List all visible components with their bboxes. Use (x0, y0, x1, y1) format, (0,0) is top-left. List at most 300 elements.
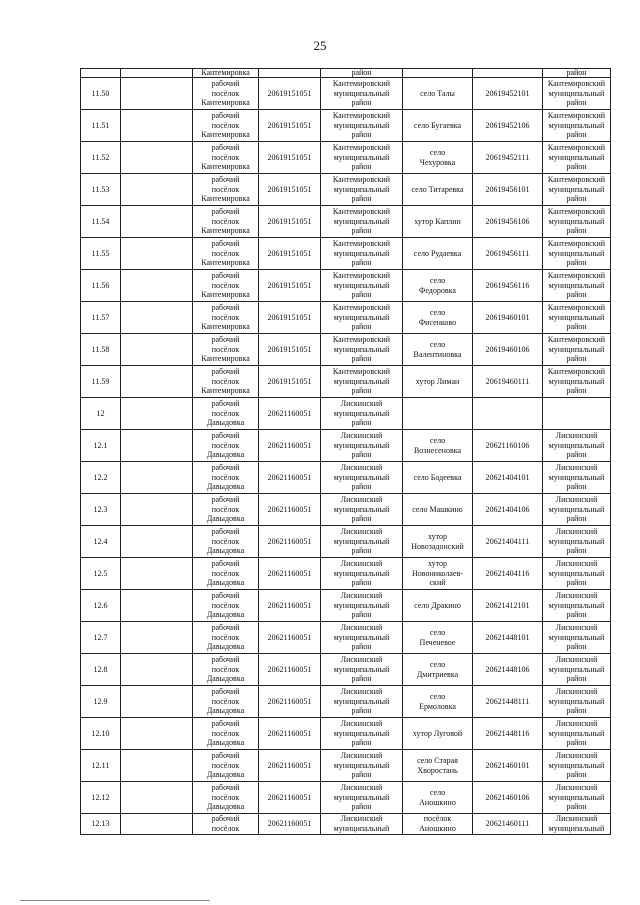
cell-municipality-line: Кантемировский (332, 175, 391, 185)
cell-place (403, 110, 473, 142)
cell-blank (121, 69, 193, 78)
cell-district (543, 782, 611, 814)
cell-municipality-line: Кантемировский (332, 239, 391, 249)
cell-settlement-line: посёлок (211, 824, 240, 833)
cell-settlement (193, 430, 259, 462)
cell-district-line: муниципальный (548, 664, 605, 674)
cell-district (543, 462, 611, 494)
cell-settlement-line: рабочий (211, 175, 240, 185)
cell-district (543, 174, 611, 206)
cell-district-line: муниципальный (548, 728, 605, 738)
cell-blank (121, 654, 193, 686)
cell-district (543, 686, 611, 718)
cell-number: 12.11 (81, 750, 121, 782)
cell-municipality-line: муниципальный (333, 504, 390, 514)
cell-district-line: Лискинский (555, 495, 598, 505)
cell-district-line: муниципальный (548, 536, 605, 546)
cell-municipality-line: Кантемировский (332, 303, 391, 313)
cell-settlement-line: рабочий (211, 399, 240, 409)
cell-municipality-line: Кантемировский (332, 111, 391, 121)
cell-settlement-line: рабочий (211, 303, 240, 313)
cell-settlement (193, 270, 259, 302)
table-row (81, 494, 611, 526)
cell-place (403, 814, 473, 835)
cell-place-line: хутор (427, 531, 448, 541)
table-row (81, 302, 611, 334)
cell-district-line: район (566, 738, 587, 748)
cell-municipality (321, 430, 403, 462)
cell-district-line: муниципальный (548, 472, 605, 482)
cell-blank (121, 78, 193, 110)
cell-district: район (543, 69, 611, 78)
cell-municipality-line: муниципальный (333, 280, 390, 290)
cell-settlement-line: посёлок (211, 152, 240, 162)
cell-settlement-line: посёлок (211, 568, 240, 578)
cell-district-line: Лискинский (555, 591, 598, 601)
cell-blank (121, 366, 193, 398)
cell-code: 20619151051 (259, 334, 321, 366)
cell-place-line: село Машкино (412, 504, 463, 514)
cell-place (403, 142, 473, 174)
table-row (81, 462, 611, 494)
cell-blank (121, 462, 193, 494)
cell-settlement-line: рабочий (211, 207, 240, 217)
cell-district (543, 302, 611, 334)
footer-rule (20, 900, 210, 901)
cell-place-line: село (429, 627, 446, 637)
cell-district-line: Лискинский (555, 719, 598, 729)
cell-municipality-line: район (351, 418, 372, 428)
cell-municipality (321, 110, 403, 142)
cell-place-line: Аношкино (419, 797, 456, 807)
cell-district-line: муниципальный (548, 344, 605, 354)
cell-municipality (321, 654, 403, 686)
cell-number: 12.13 (81, 814, 121, 835)
cell-place-code: 20619456101 (473, 174, 543, 206)
cell-municipality-line: район (351, 610, 372, 620)
cell-district-line: район (566, 770, 587, 780)
cell-settlement (193, 622, 259, 654)
cell-municipality-line: район (351, 482, 372, 492)
cell-settlement-line: посёлок (211, 728, 240, 738)
cell-blank (121, 430, 193, 462)
cell-code: 20619151051 (259, 366, 321, 398)
cell-municipality-line: Лискинский (340, 463, 383, 473)
cell-blank (121, 750, 193, 782)
cell-settlement (193, 654, 259, 686)
cell-municipality (321, 270, 403, 302)
cell-number: 12.10 (81, 718, 121, 750)
cell-settlement (193, 398, 259, 430)
cell-municipality (321, 782, 403, 814)
cell-place-line: село Старая (417, 755, 458, 765)
cell-municipality: район (321, 69, 403, 78)
cell-number: 12.3 (81, 494, 121, 526)
cell-settlement-line: рабочий (211, 335, 240, 345)
cell-settlement-line: рабочий (211, 687, 240, 697)
table-row (81, 430, 611, 462)
cell-settlement (193, 782, 259, 814)
cell-district-line: район (566, 98, 587, 108)
cell-settlement-line: посёлок (211, 280, 240, 290)
cell-place-code (473, 398, 543, 430)
cell-place-code: 20619456116 (473, 270, 543, 302)
cell-municipality (321, 142, 403, 174)
cell-municipality-line: район (351, 546, 372, 556)
cell-place-line: село Рудаевка (413, 248, 462, 258)
cell-place-line: Валентиновка (413, 349, 462, 359)
cell-number (81, 69, 121, 78)
cell-place-code: 20621160106 (473, 430, 543, 462)
table-row (81, 78, 611, 110)
cell-district-line: Кантемировский (547, 367, 606, 377)
cell-place-code: 20621448101 (473, 622, 543, 654)
cell-code: 20619151051 (259, 110, 321, 142)
cell-municipality-line: муниципальный (333, 376, 390, 386)
cell-place-line: Дмитриевка (416, 669, 459, 679)
cell-settlement (193, 526, 259, 558)
cell-municipality-line: Лискинский (340, 623, 383, 633)
cell-municipality (321, 558, 403, 590)
cell-settlement (193, 78, 259, 110)
cell-municipality-line: район (351, 290, 372, 300)
cell-code: 20621160051 (259, 718, 321, 750)
cell-settlement-line: посёлок (211, 216, 240, 226)
cell-settlement-line: рабочий (211, 271, 240, 281)
cell-settlement-line: посёлок (211, 696, 240, 706)
cell-district (543, 430, 611, 462)
cell-place (403, 270, 473, 302)
cell-settlement-line: посёлок (211, 408, 240, 418)
cell-district-line: Кантемировский (547, 175, 606, 185)
cell-blank (121, 270, 193, 302)
cell-number: 12.7 (81, 622, 121, 654)
cell-blank (121, 494, 193, 526)
cell-number: 11.58 (81, 334, 121, 366)
cell-place (403, 558, 473, 590)
cell-municipality-line: район (351, 706, 372, 716)
cell-district-line: муниципальный (548, 600, 605, 610)
cell-place-line: село (429, 787, 446, 797)
cell-code: 20621160051 (259, 782, 321, 814)
cell-settlement-line: Давыдовка (206, 706, 245, 716)
cell-district (543, 622, 611, 654)
settlements-table (80, 68, 611, 835)
cell-code: 20621160051 (259, 398, 321, 430)
cell-municipality-line: район (351, 226, 372, 236)
cell-code: 20619151051 (259, 238, 321, 270)
cell-municipality-line: муниципальный (333, 632, 390, 642)
table-body (81, 69, 611, 835)
cell-municipality (321, 174, 403, 206)
cell-municipality-line: муниципальный (333, 664, 390, 674)
cell-settlement-line: посёлок (211, 472, 240, 482)
cell-municipality-line: район (351, 322, 372, 332)
cell-district-line: район (566, 642, 587, 652)
cell-district-line: Лискинский (555, 783, 598, 793)
cell-place-line: село Бодеевка (413, 472, 462, 482)
cell-district (543, 398, 611, 430)
cell-district-line: Лискинский (555, 527, 598, 537)
cell-district-line: район (566, 674, 587, 684)
cell-code: 20621160051 (259, 686, 321, 718)
cell-settlement-line: рабочий (211, 783, 240, 793)
cell-district-line: Кантемировский (547, 303, 606, 313)
cell-settlement-line: рабочий (211, 495, 240, 505)
cell-municipality-line: район (351, 354, 372, 364)
cell-settlement-line: Давыдовка (206, 514, 245, 524)
cell-settlement-line: рабочий (211, 655, 240, 665)
cell-place-line: село Титаревка (411, 184, 464, 194)
cell-place-code: 20621448111 (473, 686, 543, 718)
cell-settlement-line: Давыдовка (206, 642, 245, 652)
cell-place-line: село Талы (420, 88, 455, 98)
cell-district (543, 238, 611, 270)
cell-code: 20619151051 (259, 174, 321, 206)
cell-municipality-line: Лискинский (340, 527, 383, 537)
cell-district-line: Лискинский (555, 814, 598, 824)
cell-place-code: 20619452111 (473, 142, 543, 174)
cell-number: 11.55 (81, 238, 121, 270)
cell-blank (121, 142, 193, 174)
cell-municipality-line: муниципальный (333, 216, 390, 226)
cell-district-line: Лискинский (555, 463, 598, 473)
cell-settlement-line: Кантемировка (201, 354, 250, 364)
cell-place-line: село (429, 275, 446, 285)
cell-district-line: район (566, 322, 587, 332)
cell-code: 20621160051 (259, 814, 321, 835)
cell-settlement-line: Кантемировка (201, 98, 250, 108)
cell-municipality-line: район (351, 802, 372, 812)
cell-place-line: Новониколаев- (412, 568, 463, 578)
cell-place (403, 750, 473, 782)
cell-code: 20621160051 (259, 526, 321, 558)
cell-municipality (321, 526, 403, 558)
cell-municipality-line: район (351, 130, 372, 140)
cell-blank (121, 334, 193, 366)
cell-district-line: Кантемировский (547, 239, 606, 249)
cell-settlement-line: посёлок (211, 440, 240, 450)
cell-place-line: село Бугаевка (413, 120, 462, 130)
cell-municipality (321, 622, 403, 654)
cell-blank (121, 814, 193, 835)
cell-code: 20621160051 (259, 494, 321, 526)
cell-settlement-line: Давыдовка (206, 674, 245, 684)
cell-settlement (193, 590, 259, 622)
cell-place (403, 718, 473, 750)
cell-district-line: район (566, 610, 587, 620)
cell-district (543, 142, 611, 174)
cell-settlement-line: рабочий (211, 79, 240, 89)
cell-number: 12.12 (81, 782, 121, 814)
table-row (81, 686, 611, 718)
cell-settlement-line: Кантемировка (201, 386, 250, 396)
cell-place-line: Фисенково (418, 317, 457, 327)
cell-settlement-line: посёлок (211, 376, 240, 386)
cell-district-line: район (566, 514, 587, 524)
cell-district-line: муниципальный (548, 792, 605, 802)
cell-district (543, 590, 611, 622)
cell-district-line: муниципальный (548, 152, 605, 162)
cell-municipality-line: Лискинский (340, 687, 383, 697)
cell-number: 12.8 (81, 654, 121, 686)
cell-code: 20619151051 (259, 270, 321, 302)
cell-municipality-line: Лискинский (340, 559, 383, 569)
cell-district-line: Кантемировский (547, 143, 606, 153)
cell-code: 20621160051 (259, 462, 321, 494)
table-row (81, 654, 611, 686)
cell-district-line: муниципальный (548, 824, 605, 833)
cell-settlement-line: посёлок (211, 632, 240, 642)
cell-place-code: 20619452106 (473, 110, 543, 142)
table-row (81, 398, 611, 430)
cell-settlement-line: рабочий (211, 591, 240, 601)
cell-municipality (321, 494, 403, 526)
cell-municipality (321, 302, 403, 334)
cell-settlement-line: рабочий (211, 559, 240, 569)
cell-district-line: муниципальный (548, 440, 605, 450)
cell-municipality-line: Лискинский (340, 783, 383, 793)
cell-settlement (193, 686, 259, 718)
cell-district (543, 814, 611, 835)
cell-municipality-line: район (351, 194, 372, 204)
cell-district-line: муниципальный (548, 120, 605, 130)
cell-code: 20619151051 (259, 302, 321, 334)
table-row (81, 526, 611, 558)
cell-place-line: село Дракино (414, 600, 461, 610)
cell-place (403, 494, 473, 526)
cell-place-line: село (429, 339, 446, 349)
cell-district-line: район (566, 450, 587, 460)
cell-settlement-line: посёлок (211, 792, 240, 802)
cell-district-line: Лискинский (555, 655, 598, 665)
cell-place-line: Федоровка (419, 285, 456, 295)
cell-municipality (321, 462, 403, 494)
cell-municipality (321, 718, 403, 750)
cell-place (403, 654, 473, 686)
cell-district-line: район (566, 386, 587, 396)
cell-code: 20619151051 (259, 142, 321, 174)
cell-settlement-line: посёлок (211, 664, 240, 674)
cell-settlement: Кантемировка (193, 69, 259, 78)
cell-settlement-line: посёлок (211, 600, 240, 610)
cell-code: 20619151051 (259, 206, 321, 238)
cell-settlement-line: Давыдовка (206, 738, 245, 748)
cell-district (543, 654, 611, 686)
cell-district-line: муниципальный (548, 696, 605, 706)
cell-settlement-line: рабочий (211, 367, 240, 377)
cell-settlement-line: Давыдовка (206, 450, 245, 460)
cell-municipality-line: Лискинский (340, 719, 383, 729)
cell-municipality-line: Лискинский (340, 655, 383, 665)
cell-municipality (321, 366, 403, 398)
cell-municipality-line: Лискинский (340, 431, 383, 441)
cell-settlement-line: Давыдовка (206, 610, 245, 620)
cell-settlement (193, 334, 259, 366)
cell-municipality-line: муниципальный (333, 120, 390, 130)
cell-place-code: 20621448116 (473, 718, 543, 750)
cell-blank (121, 622, 193, 654)
cell-number: 11.59 (81, 366, 121, 398)
cell-municipality (321, 78, 403, 110)
table-row (81, 142, 611, 174)
cell-place-code: 20621404111 (473, 526, 543, 558)
cell-place-line: село (429, 691, 446, 701)
cell-place (403, 174, 473, 206)
cell-district (543, 110, 611, 142)
cell-place-line: ский (429, 578, 446, 588)
cell-place (403, 622, 473, 654)
cell-code: 20619151051 (259, 78, 321, 110)
cell-municipality-line: Кантемировский (332, 79, 391, 89)
cell-municipality-line: район (351, 770, 372, 780)
cell-municipality-line: муниципальный (333, 312, 390, 322)
cell-settlement-line: Кантемировка (201, 322, 250, 332)
cell-district-line: Лискинский (555, 559, 598, 569)
cell-district (543, 270, 611, 302)
cell-place-code: 20619460101 (473, 302, 543, 334)
cell-district-line: Кантемировский (547, 111, 606, 121)
table-row (81, 206, 611, 238)
cell-place-code: 20619456111 (473, 238, 543, 270)
cell-place (403, 238, 473, 270)
cell-municipality-line: район (351, 578, 372, 588)
cell-settlement-line: посёлок (211, 88, 240, 98)
cell-settlement (193, 142, 259, 174)
cell-place (403, 590, 473, 622)
cell-district-line: муниципальный (548, 280, 605, 290)
cell-number: 12 (81, 398, 121, 430)
cell-number: 12.9 (81, 686, 121, 718)
cell-blank (121, 782, 193, 814)
cell-municipality-line: муниципальный (333, 824, 390, 833)
cell-place-line: Хворостань (417, 765, 458, 775)
cell-code (259, 69, 321, 78)
table-row (81, 718, 611, 750)
cell-district (543, 206, 611, 238)
table-row-continued (81, 69, 611, 78)
cell-place-code: 20621404116 (473, 558, 543, 590)
cell-settlement-line: рабочий (211, 239, 240, 249)
table-row (81, 750, 611, 782)
cell-municipality (321, 398, 403, 430)
cell-municipality-line: муниципальный (333, 152, 390, 162)
cell-number: 11.54 (81, 206, 121, 238)
cell-district-line: Лискинский (555, 751, 598, 761)
cell-settlement (193, 814, 259, 835)
cell-blank (121, 110, 193, 142)
cell-place-line: хутор Луговой (412, 728, 463, 738)
cell-settlement (193, 462, 259, 494)
cell-district-line: район (566, 162, 587, 172)
cell-place-code: 20621412101 (473, 590, 543, 622)
cell-number: 11.53 (81, 174, 121, 206)
cell-district (543, 334, 611, 366)
cell-district (543, 366, 611, 398)
cell-settlement (193, 494, 259, 526)
cell-district-line: Лискинский (555, 431, 598, 441)
cell-settlement-line: Кантемировка (201, 162, 250, 172)
cell-settlement-line: посёлок (211, 760, 240, 770)
cell-settlement-line: Давыдовка (206, 770, 245, 780)
cell-number: 11.51 (81, 110, 121, 142)
cell-district-line: район (566, 130, 587, 140)
cell-municipality-line: район (351, 258, 372, 268)
cell-settlement (193, 174, 259, 206)
cell-place (403, 302, 473, 334)
cell-settlement-line: посёлок (211, 312, 240, 322)
cell-district-line: Кантемировский (547, 79, 606, 89)
